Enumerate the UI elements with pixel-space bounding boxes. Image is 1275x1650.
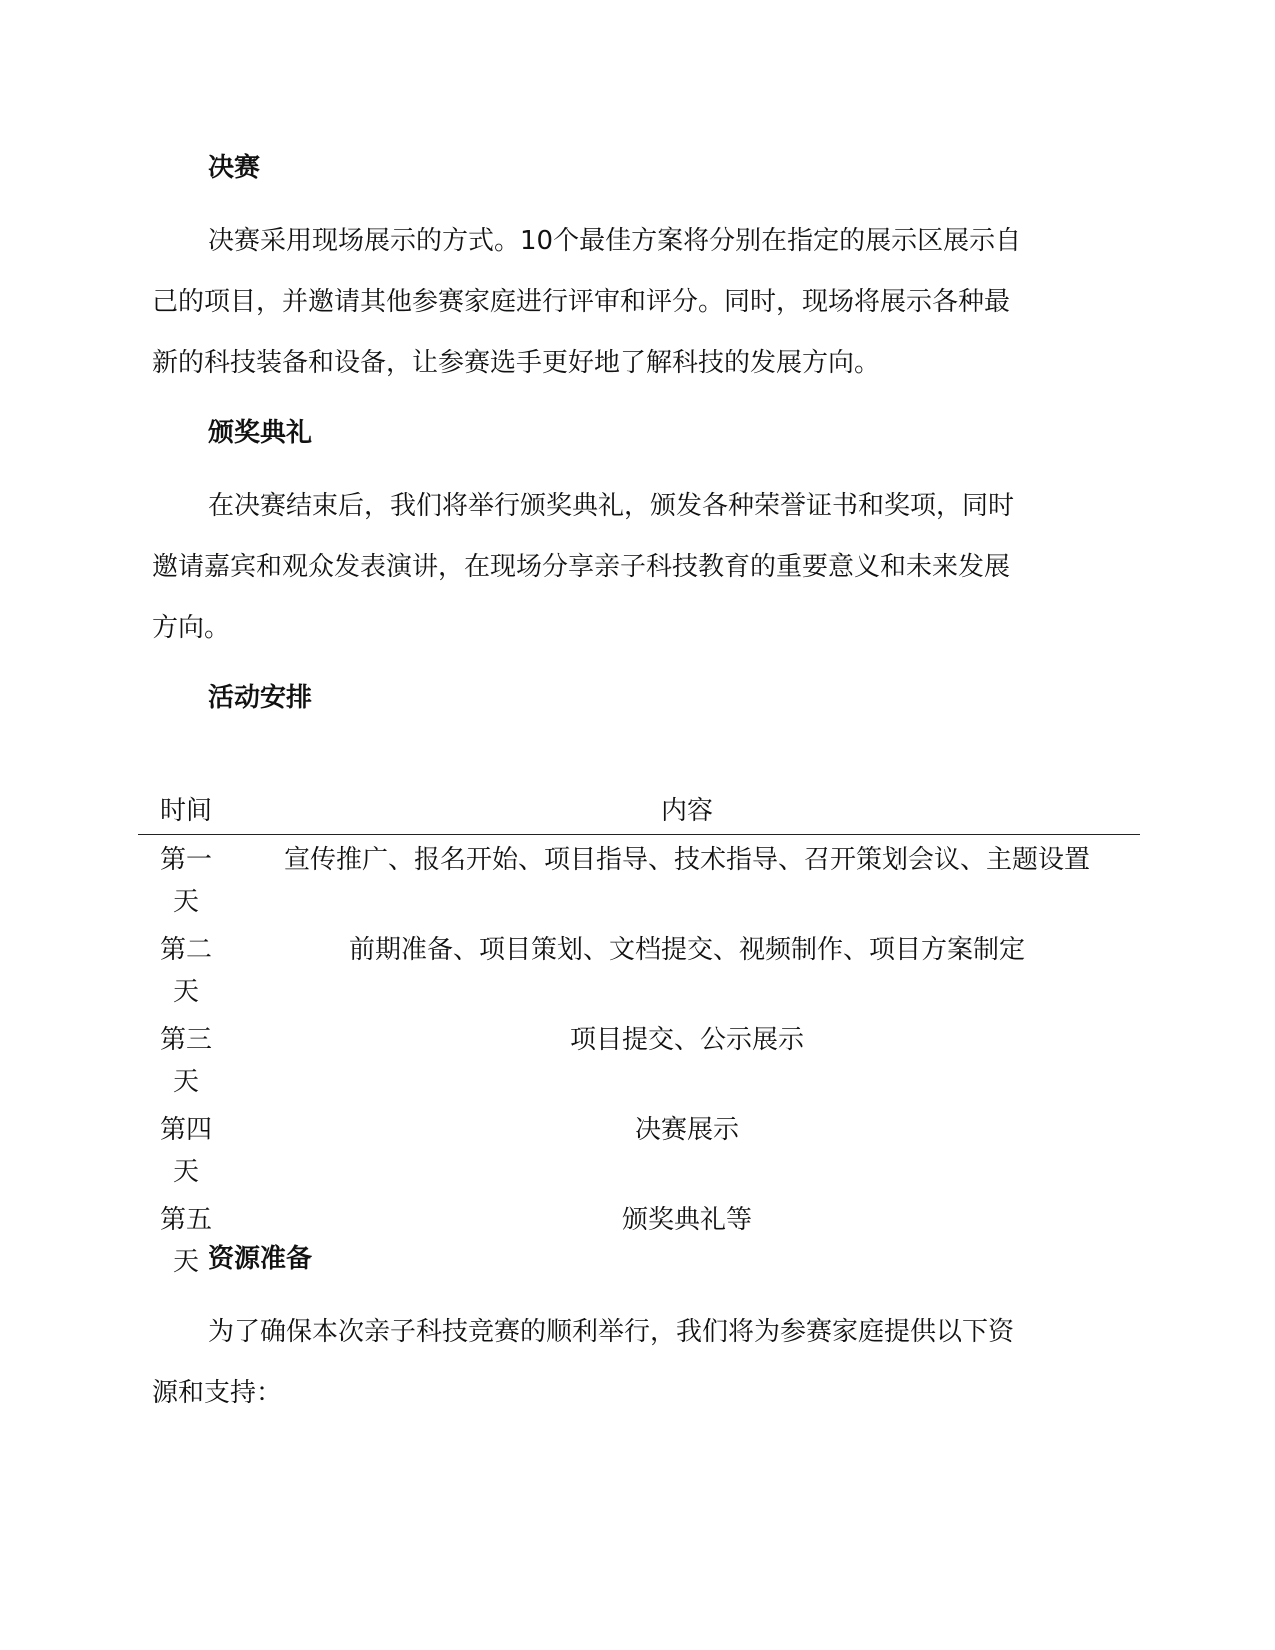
time-cell: 第三天 [159, 1025, 212, 1097]
paragraph-resources [152, 1302, 1122, 1424]
content-cell: 宣传推广、报名开始、项目指导、技术指导、召开策划会议、主题设置 [283, 845, 1090, 875]
content-cell: 前期准备、项目策划、文档提交、视频制作、项目方案制定 [348, 935, 1025, 965]
time-cell: 第五天 [159, 1205, 212, 1277]
paragraph-award [152, 476, 1122, 659]
content-cell: 颁奖典礼等 [621, 1205, 752, 1235]
time-cell: 第四天 [159, 1115, 212, 1187]
paragraph-final [152, 211, 1122, 394]
table-row [138, 1019, 1140, 1109]
paragraph-line: 源和支持： [152, 1378, 283, 1408]
paragraph-line: 新的科技装备和设备，让参赛选手更好地了解科技的发展方向。 [152, 348, 881, 378]
paragraph-line: 邀请嘉宾和观众发表演讲，在现场分享亲子科技教育的重要意义和未来发展 [152, 552, 1011, 582]
paragraph-line: 在决赛结束后，我们将举行颁奖典礼，颁发各种荣誉证书和奖项，同时 [208, 491, 1015, 521]
column-header-content: 内容 [234, 788, 1140, 835]
section-heading-resources: 资源准备 [208, 1244, 313, 1274]
section-heading-final: 决赛 [208, 153, 261, 183]
column-header-time: 时间 [138, 788, 234, 835]
table-header-row [138, 788, 1140, 835]
table-row [138, 1109, 1140, 1199]
content-cell: 决赛展示 [634, 1115, 739, 1145]
section-heading-schedule: 活动安排 [208, 683, 313, 713]
table-row [138, 835, 1140, 930]
content-cell: 项目提交、公示展示 [569, 1025, 804, 1055]
time-cell: 第一天 [159, 845, 212, 917]
paragraph-line: 己的项目，并邀请其他参赛家庭进行评审和评分。同时，现场将展示各种最 [152, 287, 1011, 317]
paragraph-line: 方向。 [152, 613, 231, 643]
section-heading-award: 颁奖典礼 [208, 418, 313, 448]
time-cell: 第二天 [159, 935, 212, 1007]
schedule-table [138, 788, 1140, 1289]
table-row [138, 929, 1140, 1019]
paragraph-line: 为了确保本次亲子科技竞赛的顺利举行，我们将为参赛家庭提供以下资 [208, 1317, 1015, 1347]
paragraph-line: 决赛采用现场展示的方式。10个最佳方案将分别在指定的展示区展示自 [208, 226, 1022, 256]
